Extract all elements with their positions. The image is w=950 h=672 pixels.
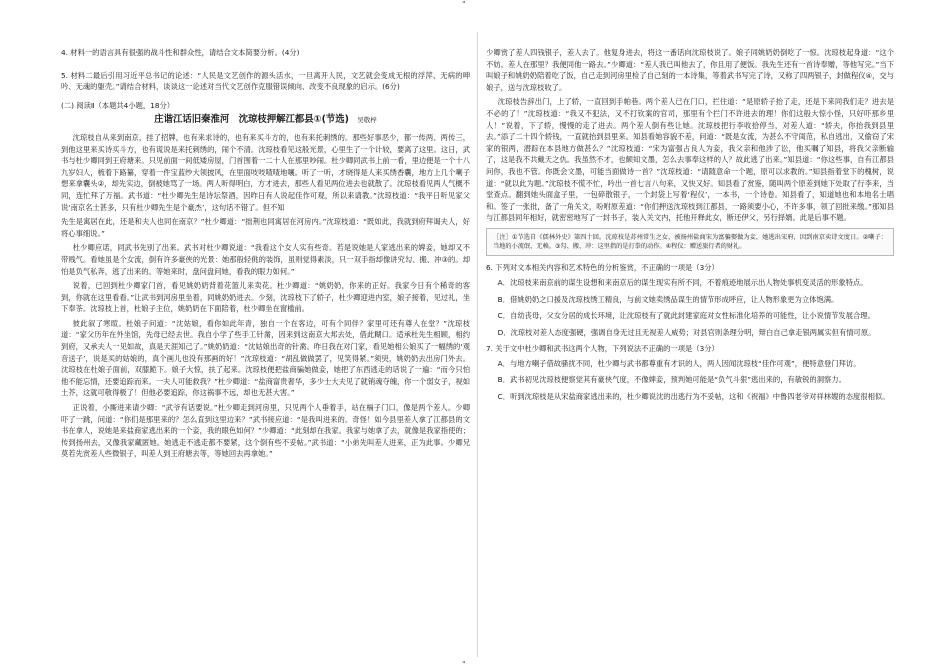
passage-paragraph: 杜少卿应诺，同武书先别了出来。武书对杜少卿说道：“我看这个女人实有些奇。若是说她是人家逃出来的婢妾，她却又不带贱气。看她虽是个女流，倒有许多豪侠的光景：她那般轻佻的装饰，虽则觉得素淡，只一双手指却像讲究勾、搬、冲③的。却怕是负气私奔，逃了出来的。等她来时，盘问盘问她，看我的眼力如何。”: [61, 243, 470, 276]
question-4: 4. 材料一的语言具有很强的战斗性和群众性，请结合文本简要分析。(4分): [61, 48, 300, 57]
left-column: [61, 47, 470, 463]
question-5: 5. 材料二最后引用习近平总书记的论述：“人民是文艺创作的源头活水，一旦离开人民，文艺就会变成无根的浮萍、无病的呻吟、无魂的躯壳。”请结合材料，谈谈这一论述对当代文艺创作克服错误倾向、改变不良现象的启示。(6分): [61, 70, 470, 92]
section-heading: (二) 阅读Ⅱ（本题共4小题，18分）: [61, 100, 175, 110]
page-top-mark: ": [462, 0, 466, 9]
footnotes-text: ［注］①节选自《儒林外史》第四十回。沈琼枝是苏州常生之女，被扬州盐商宋为富骗娶做为妾，她逃出宋府，因到南京卖诗文度日。②喇子：当地的小流氓、无赖。③勾、搬、冲：这里指的是打拳的动作。④程仪：赠送旅行者的财礼。: [493, 233, 887, 251]
passage-paragraph: 正说着，小厮进来请少卿：“武爷有话要说。”杜少卿走到河房里，只见两个人垂着手，站在槅子门口，像是两个差人。少卿吓了一跳，问道：“你们是那里来的？怎么直到这里边来？”武书接应道：“是我叫进来的。奇怪！如今县里差人拿了江都县的文书在拿人，说她是来盐商家逃出来的一个妾，我的眼色如何？”少卿道：“此刻却在我家。我家与她拿了去，就像是我家指使的；传到扬州去，又像我家藏匿她。她逃走不逃走都不要紧，这个倒有些不妥帖。”武书道：“小弟先叫差人进来，正为此事。少卿兄莫若先赏差人些微银子，叫差人到王府塘去等，等她回去再拿她。”: [61, 403, 470, 459]
question-6-option-a: A．沈琼枝来南京前的谋生设想和来南京后的谋生现实有所不同，不着痕迹地展示出人物处事机变灵活的形象特点。: [497, 277, 868, 287]
passage-paragraph: 先生是寓居在此，还是和夫人也同在南京？”杜少卿道：“拙荆也同寓居在河房内。”沈琼枝道：“既如此，我就到府拜谒夫人，好将心事细说。”: [61, 217, 470, 238]
passage-title: 庄谐江话旧秦淮河 沈琼枝押解江都县①(节选): [154, 114, 349, 126]
passage-paragraph: 沈琼枝自从来到南京，挂了招牌，也有来求诗的，也有来买斗方的，也有来托刺绣的。那些好事恶少，都一传两、两传三，到他这里来买诗买斗方，也有谎说是来托刺绣的，闹个不清。沈琼枝看见这般光景，心里生了一个计较，要离了这里。这日，武书与杜少卿同到王府塘来。只见前面一间低矮房屋，门首围着一二十人在那里吵闹。杜少卿同武书上前一看，里边便是一个十八九岁妇人，梳着下路纂，穿着一件宝蓝纱大领披风，在里面吱吱喳喳地嚷。听了一听，才晓得是人来买绣香囊，地方上几个喇子想来拿囊头②，却先实边，倒被她骂了一场。两人听得明白，方才进去，那些人看见两位进去也就散了。沈琼枝看见两人气概不同，连忙拜了万福。武书道：“杜少卿先生是诗坛祭酒，因昨日有人说起佳作可观，所以来请教。”沈琼枝道：“我平日听见家父说‘南京名士甚多，只有杜少卿先生是个豪杰’，这句话不错了。但不知: [61, 132, 470, 212]
page-bottom-mark: ": [462, 660, 466, 669]
passage-paragraph: 说着，已回到杜少卿家门首，看见姚奶奶背着花篮儿来卖花。杜少卿道：“姚奶奶，你来的正好。我家今日有个稀奇的客到，你就在这里看看。”让武书到河房里坐着，同姚奶奶进去。少刻，沈琼枝下了轿子，杜少卿迎进内室，娘子接着，见过礼，坐下奉茶。沈琼枝上首，杜娘子主位，姚奶奶在下面陪着，杜少卿坐在窗槛前。: [61, 281, 470, 314]
passage-paragraph: 少卿赏了差人四钱银子，差人去了。他复身进去，将这一番话向沈琼枝说了。娘子同姚奶奶倒吃了一惊。沈琼枝起身道：“这个不妨。差人在那里？我便同他一路去。”少卿道：“差人我已叫他去了，你且用了便饭。我先生还有一首诗奉赠，等他写完。”当下叫娘子和姚奶奶陪着吃了饭，自己走到河房里检了自己刻的一本诗集，等着武书写完了诗，又称了四两银子，封做程仪④，交与娘子，送与沈琼枝收了。: [486, 48, 894, 92]
question-6-option-b: B．借姚奶奶之口援及沈琼枝绣工精良，与前文她卖绣品谋生的情节形成呼应，让人物形象更为立体饱满。: [497, 294, 839, 304]
column-divider: [477, 32, 478, 657]
passage-paragraph: 沈琼枝告辞出门，上了轿，一直回到手帕巷。两个差人已在门口，拦住道：“是原轿子抬了走，还是下来同我们走？进去是不必的了！”沈琼枝道：“我又不犯法，又不打钦案的官司，那里有个拦门不许进去的理！你们这般大惊小怪，只好吓那乡里人！”说着，下了轿，慢慢的走了进去。两个差人倒有些让她。沈琼枝把行李收拾停当，对差人道：“轿夫，你抬我到县里去。”添了二十四个轿钱，一直就抬到县里来。知县看她容貌不差，问道：“既是女流，为甚么不守闺范，私自逃出，又偷窃了宋家的银两，潜踪在本县地方做甚么？”沈琼枝道：“宋为富强占良人为妾，我父亲和他涉了讼，他买嘱了知县，将我父亲断输了，这是我不共戴天之仇。我虽然不才，也颇知文墨，怎么去事奉这样的人？故此逃了出来。”知县道：“你这些事，自有江都县问你，我也不管。你既会文墨，可能当面做诗一首？”沈琼枝道：“请随意命一个题，原可以求教的。”知县指着堂下的槐树，说道：“就以此为题。”沈琼枝不慌不忙，吟出一首七言八句来，又快又好。知县看了赏鉴，随叫两个原差到她下处取了行李来，当堂查点。翻到她头面盒子里，一包碎散银子，一个封袋上写着‘程仪’，一本书，一个诗卷。知县看了，知道她也和本地名士唱和。签了一张批，备了一角关文，吩咐原差道：“你们押送沈琼枝到江都县，一路须要小心，不许多事，领了回批来缴。”那知县与江都县同年相好，就密密地写了一封书子，装入关文内，托他开释此女，断还伊父，另行择婿。此是后事不题。: [486, 97, 894, 223]
question-6-option-d: D．沈琼枝对差人态度强硬，强调自身无过且无视差人威势；对县官则条理分明，辩白自己拿走银两属实但有情可原。: [497, 327, 876, 337]
question-6: 6. 下列对文本相关内容和艺术特色的分析鉴赏，不正确的一项是（3分）: [486, 263, 719, 273]
question-7-option-a: A．与地方喇子借故骚扰不同，杜少卿与武书都尊重有才识的人，两人因闻沈琼枝“佳作可观”，便特意登门拜访。: [497, 358, 861, 368]
question-7: 7. 关于文中杜少卿和武书这两个人物，下列说法不正确的一项是（3分）: [486, 344, 719, 354]
passage-author: 吴敬梓: [357, 116, 377, 125]
passage-title-row: [61, 114, 470, 127]
right-column: [486, 47, 894, 408]
footnotes-box: [486, 228, 894, 256]
question-6-option-c: C．自幼丧母，父女分居的成长环境，让沈琼枝有了就此封建家庭对女性标准化培养的可能性，让小说情节发展合理。: [497, 311, 875, 321]
question-7-option-c: C．听到沈琼枝是从宋盐商家逃出来的，杜少卿说沈的出逃行为不妥帖，这和《祝福》中鲁四老爷对祥林嫂的态度很相似。: [497, 392, 890, 402]
question-7-option-b: B．武书初见沈琼枝便察觉其有豪侠气度，不像婢妾，预判她可能是“负气斗狠”逃出来的，有敏锐的洞察力。: [497, 375, 846, 385]
passage-paragraph: 彼此叙了寒暄。杜娘子问道：“沈姑娘，看你如此年青，独自一个在客边，可有个同伴？家里可还有尊人在堂？”沈琼枝道：“家父历年在外坐馆，先母已经去世。我自小学了些手工针黹，因来到这南京大邦去处，借此糊口。适承杜先生相顾，相约到府，又承夫人一见如故，真是天涯知己了。”姚奶奶道：“沈姑娘出奇的针黹。昨日我在对门家，看见她相公娘买了一幅绣的‘观音送子’，说是买的姑娘的，真个画儿也没有那画的好！”沈琼枝道：“胡乱做做罢了，见笑得紧。”须臾，姚奶奶去出房门外去。沈琼枝在杜娘子面前，双膝跪下。娘子大惊，扶了起来。沈琼枝便把盐商骗她做妾，她把了东西逃走的话说了一遍：“而今只怕他不能忘情，还要追踪而来。一夫人可能救我？”杜少卿道：“盐商富贵奢华，多少士大夫见了就销魂夺魄，你一个弱女子，视如土芥，这就可敬得极了！但他必要追踪，你这祸事不远，却也无甚大害。”: [61, 318, 470, 398]
